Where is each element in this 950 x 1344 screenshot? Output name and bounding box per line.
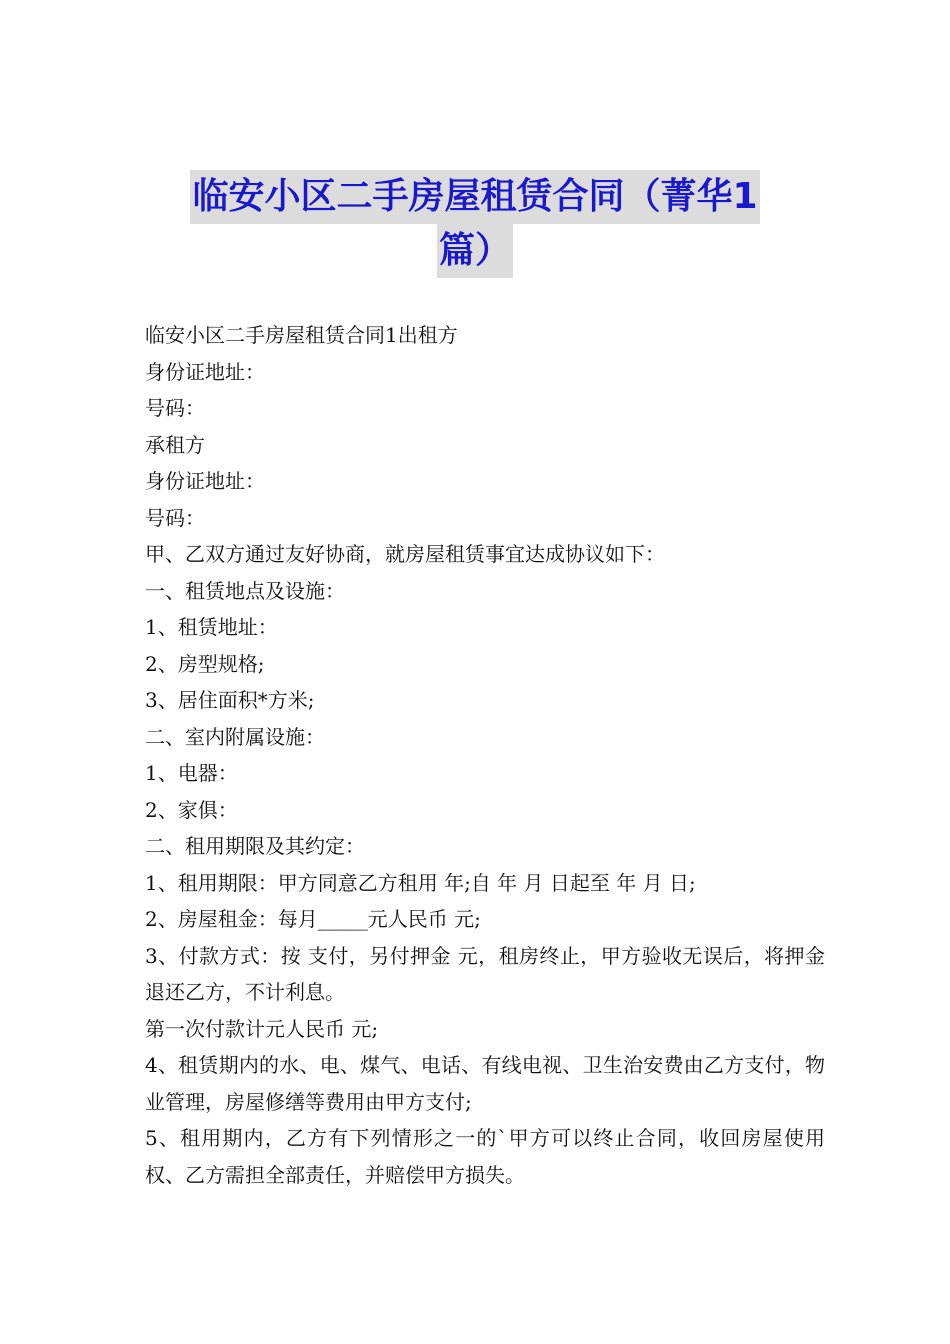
paragraph: 承租方: [145, 432, 205, 457]
paragraph: 3、居住面积*方米;: [145, 688, 315, 712]
title-line-1: 临安小区二手房屋租赁合同（菁华1: [190, 170, 759, 224]
paragraph: 4、租赁期内的水、电、煤气、电话、有线电视、卫生治安费由乙方支付，物业管理，房屋修缮等费用由甲方支付;: [145, 1053, 825, 1114]
paragraph: 1、租赁地址：: [145, 615, 278, 639]
paragraph: 身份证地址：: [145, 359, 265, 384]
paragraph: 2、家俱：: [145, 797, 238, 822]
paragraph: 甲、乙双方通过友好协商，就房屋租赁事宜达成协议如下：: [145, 542, 665, 566]
paragraph: 1、电器：: [145, 761, 238, 785]
paragraph: 2、房型规格;: [145, 651, 265, 676]
paragraph: 1、租用期限：甲方同意乙方租用 年;自 年 月 日起至 年 月 日;: [145, 870, 696, 895]
paragraph: 第一次付款计元人民币 元;: [145, 1016, 379, 1041]
paragraph: 临安小区二手房屋租赁合同1出租方: [145, 323, 458, 347]
paragraph: 身份证地址：: [145, 469, 265, 493]
document-body: [145, 317, 825, 1193]
paragraph: 一、租赁地点及设施：: [145, 578, 345, 603]
paragraph: 2、房屋租金：每月_____元人民币 元;: [145, 907, 481, 931]
paragraph: 3、付款方式：按 支付，另付押金 元，租房终止，甲方验收无误后，将押金退还乙方，不计利息。: [145, 943, 825, 1004]
paragraph: 号码：: [145, 396, 205, 420]
paragraph: 二、租用期限及其约定：: [145, 834, 365, 858]
paragraph: 5、租用期内，乙方有下列情形之一的`甲方可以终止合同，收回房屋使用权、乙方需担全部责任，并赔偿甲方损失。: [145, 1126, 825, 1187]
paragraph: 号码：: [145, 505, 205, 530]
document-title: [0, 170, 950, 278]
title-line-2: 篇）: [437, 224, 513, 278]
paragraph: 二、室内附属设施：: [145, 724, 325, 749]
